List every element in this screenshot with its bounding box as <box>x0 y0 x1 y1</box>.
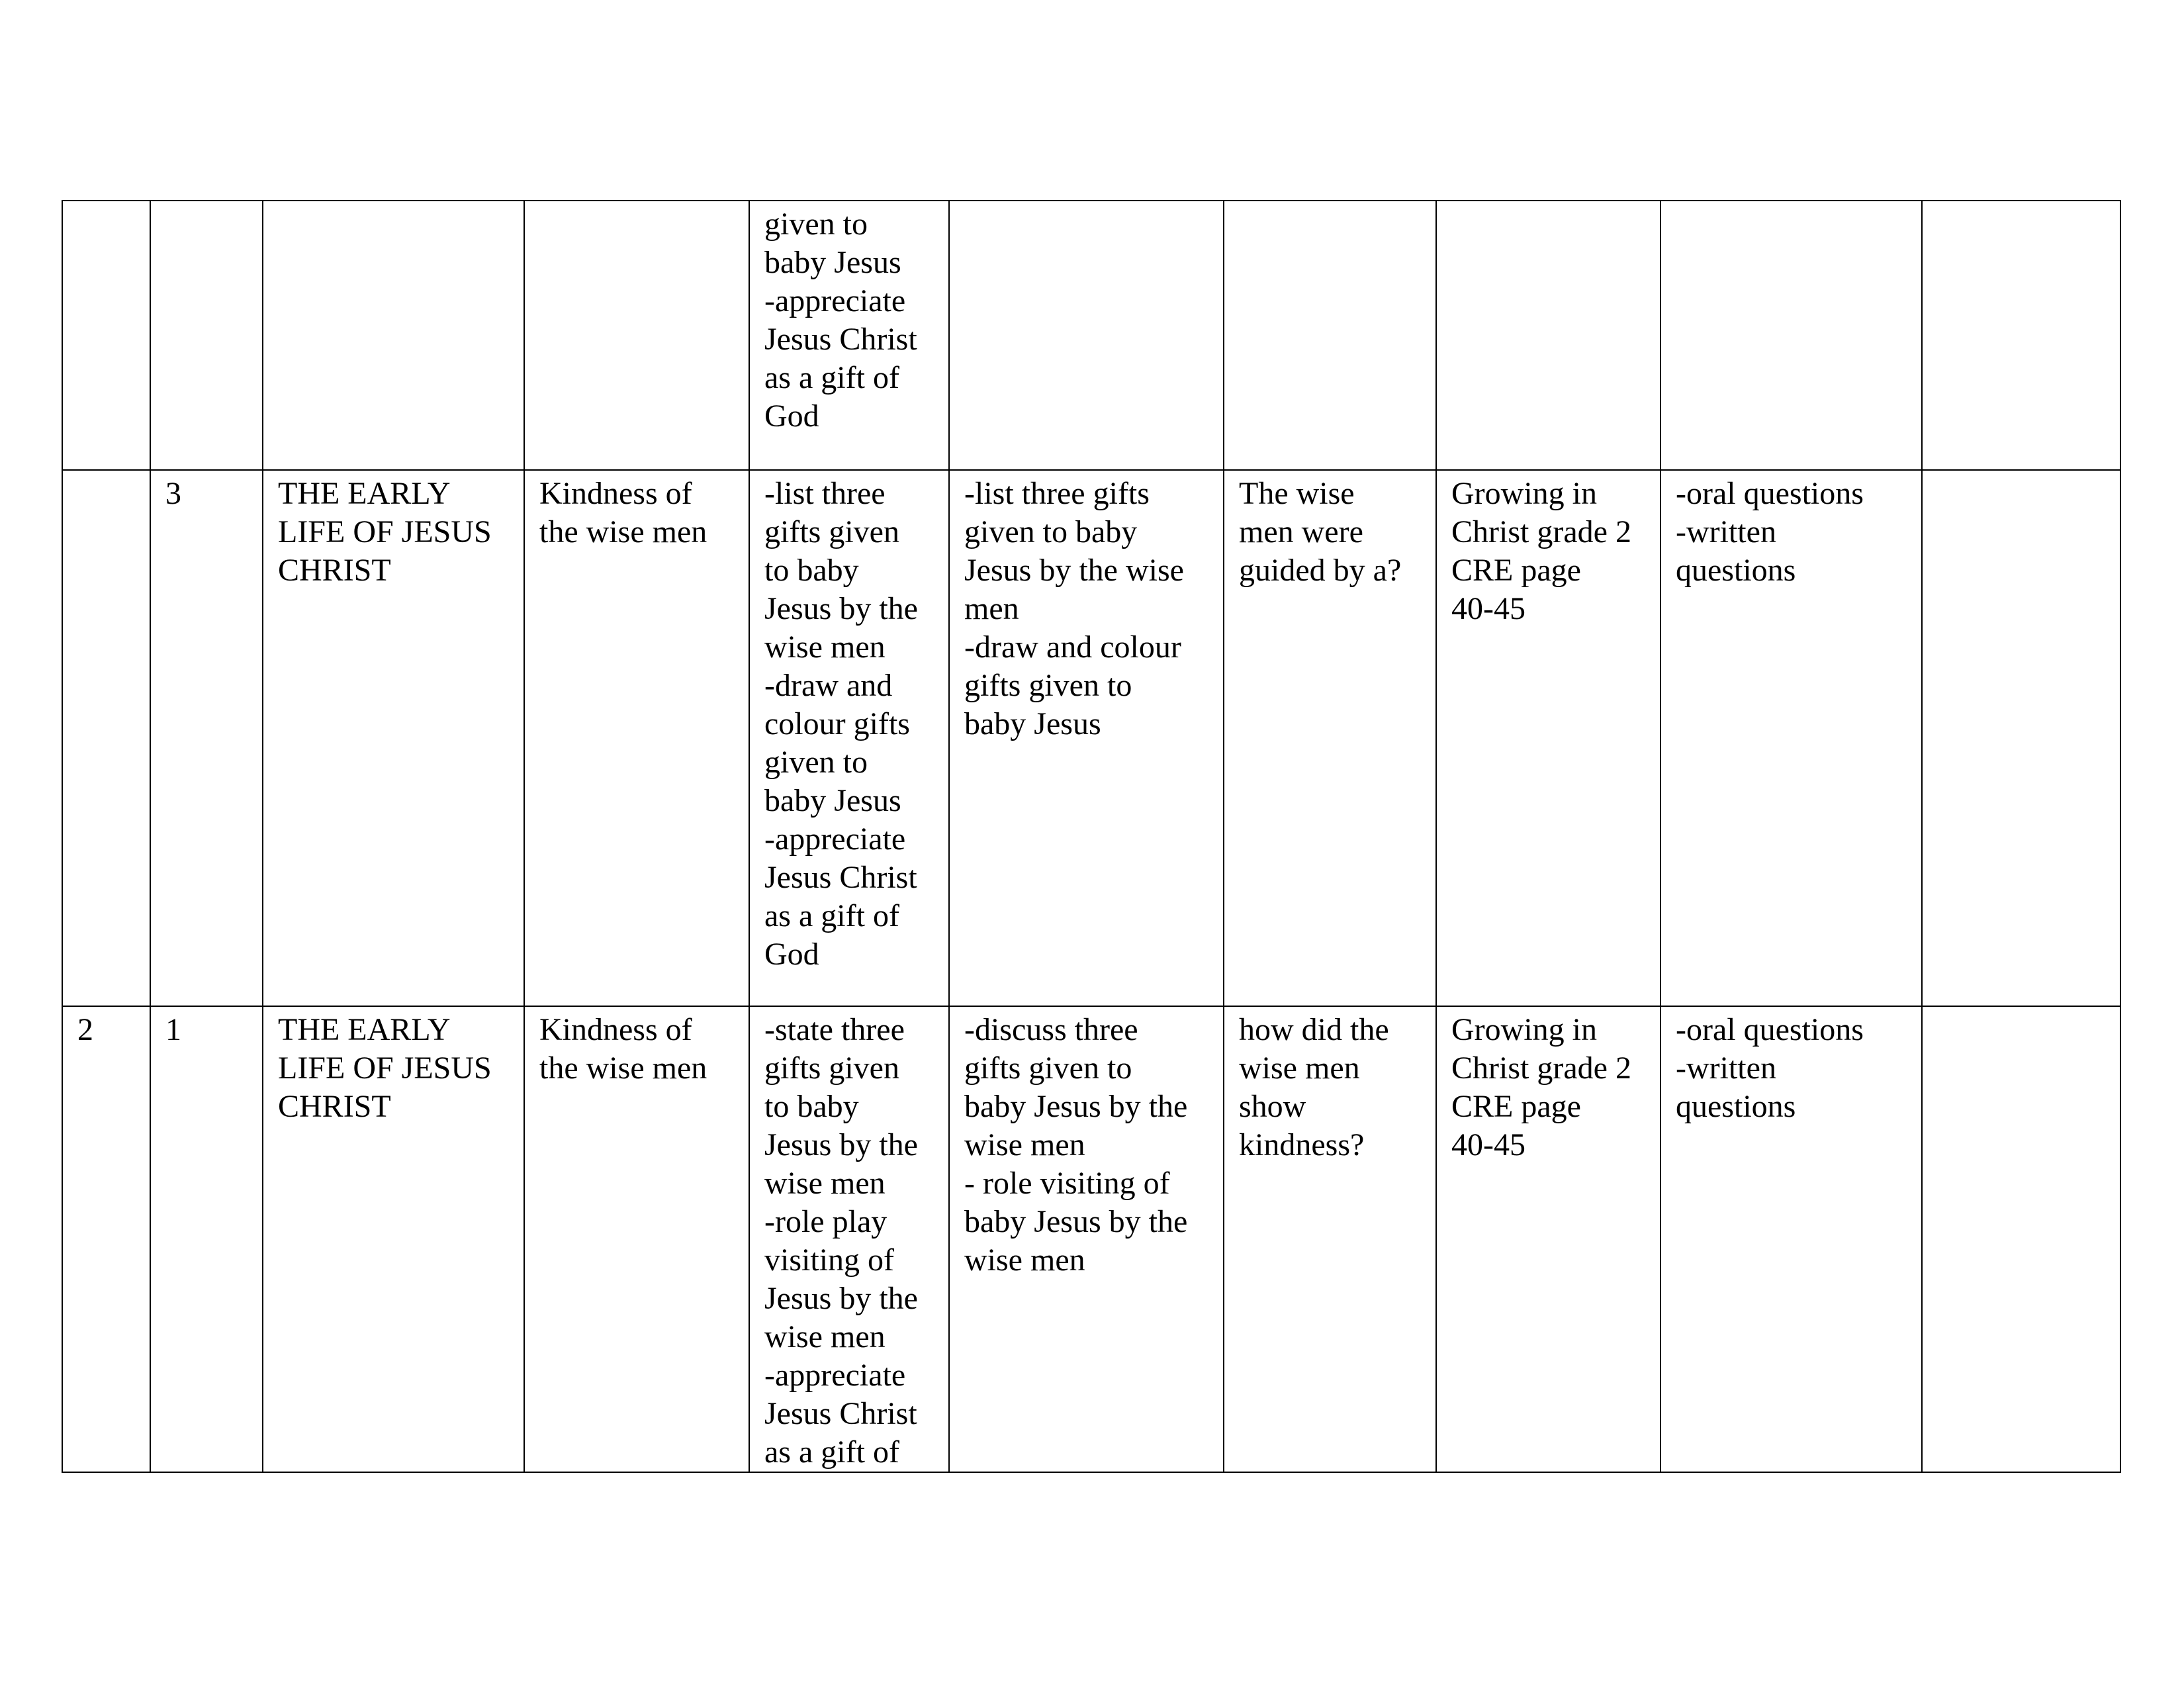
lesson-cell: 3 <box>150 470 263 1006</box>
assessment-cell <box>1661 201 1922 470</box>
reflection-cell <box>1922 470 2120 1006</box>
week-cell <box>62 470 150 1006</box>
strand-cell: THE EARLY LIFE OF JESUS CHRIST <box>263 470 524 1006</box>
strand-cell: THE EARLY LIFE OF JESUS CHRIST <box>263 1006 524 1472</box>
learning-outcomes-cell: -list three gifts given to baby Jesus by the wise men -draw and colour gifts given to baby Jesus -appreciate Jesus Christ as a gift of God <box>749 470 949 1006</box>
learning-experiences-cell <box>949 201 1224 470</box>
learning-resources-cell: Growing in Christ grade 2 CRE page 40-45 <box>1436 470 1661 1006</box>
table-row <box>62 201 2120 470</box>
learning-outcomes-cell: -state three gifts given to baby Jesus by the wise men -role play visiting of Jesus by the wise men -appreciate Jesus Christ as a gift of <box>749 1006 949 1472</box>
key-inquiry-question-cell: The wise men were guided by a? <box>1224 470 1436 1006</box>
learning-resources-cell <box>1436 201 1661 470</box>
reflection-cell <box>1922 1006 2120 1472</box>
learning-experiences-cell: -discuss three gifts given to baby Jesus by the wise men - role visiting of baby Jesus by the wise men <box>949 1006 1224 1472</box>
sub-strand-cell <box>524 201 749 470</box>
reflection-cell <box>1922 201 2120 470</box>
strand-cell <box>263 201 524 470</box>
table-row <box>62 1006 2120 1472</box>
sub-strand-cell: Kindness of the wise men <box>524 470 749 1006</box>
learning-outcomes-cell: given to baby Jesus -appreciate Jesus Christ as a gift of God <box>749 201 949 470</box>
lesson-cell <box>150 201 263 470</box>
week-cell: 2 <box>62 1006 150 1472</box>
key-inquiry-question-cell: how did the wise men show kindness? <box>1224 1006 1436 1472</box>
learning-resources-cell: Growing in Christ grade 2 CRE page 40-45 <box>1436 1006 1661 1472</box>
learning-experiences-cell: -list three gifts given to baby Jesus by the wise men -draw and colour gifts given to baby Jesus <box>949 470 1224 1006</box>
week-cell <box>62 201 150 470</box>
assessment-cell: -oral questions -written questions <box>1661 1006 1922 1472</box>
assessment-cell: -oral questions -written questions <box>1661 470 1922 1006</box>
key-inquiry-question-cell <box>1224 201 1436 470</box>
lesson-cell: 1 <box>150 1006 263 1472</box>
table-row <box>62 470 2120 1006</box>
scheme-of-work-table <box>62 200 2121 1473</box>
sub-strand-cell: Kindness of the wise men <box>524 1006 749 1472</box>
